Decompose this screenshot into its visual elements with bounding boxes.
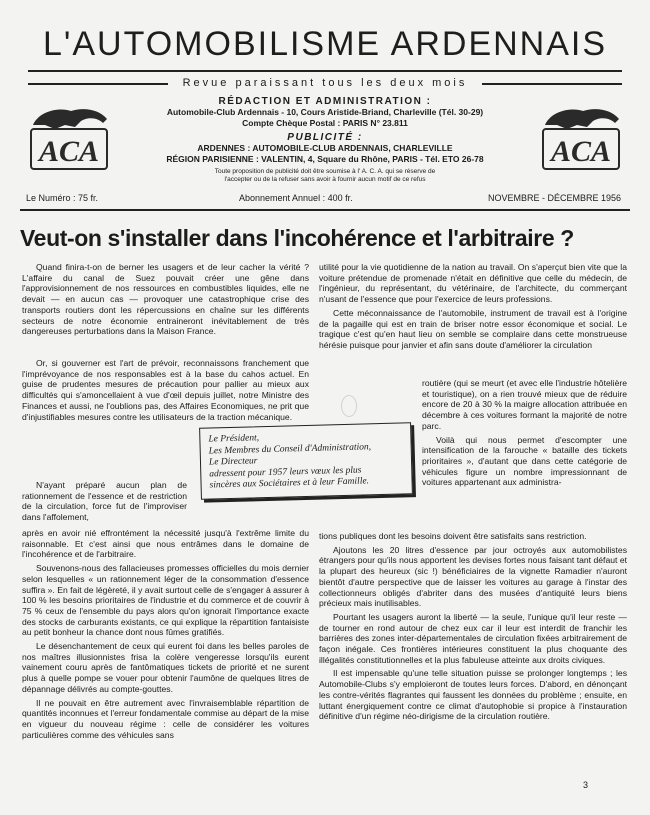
paragraph: utilité pour la vie quotidienne de la nation au travail. On s'aperçut bien vite que la voiture prétendue de promenade n'était en définitive que celle du médecin, de l'ingénieur, du représentant, du vétérinaire, de l'architecte, du commerçant n'usant de l'essence que pour l'exercice de leurs professions.: [319, 262, 627, 305]
paragraph: après en avoir nié effrontément la nécessité jusqu'à l'extrême limite du raisonnable. Et c'est ainsi que nous entrâmes dans le domaine de l'incohérence et de l'arbitraire.: [22, 528, 309, 560]
paragraph: Quand finira-t-on de berner les usagers et de leur cacher la vérité ? L'affaire du canal de Suez pouvait créer une gêne dans l'approvisionnement de nos ressources en combustibles liquides, elle ne devait — en aucun cas — provoquer une catastrophique crise des transports routiers dont les répercussions en chaîne sur les différents secteurs de notre économie entraineront inévitablement de très dangereuses perturbations dans la Maison France.: [22, 262, 309, 337]
paragraph: tions publiques dont les besoins doivent être satisfaits sans restriction.: [319, 531, 587, 541]
redaction-block: [130, 96, 520, 184]
publicite-heading: PUBLICITÉ :: [287, 132, 363, 143]
greeting-line: sincères aux Sociétaires et à leur Famille.: [209, 476, 370, 491]
subtitle-rule-left: [28, 83, 168, 85]
redaction-heading: RÉDACTION ET ADMINISTRATION :: [218, 96, 432, 107]
greeting-line: Le Président,: [208, 433, 260, 445]
masthead-rule: [28, 70, 622, 72]
paper-mark: [341, 395, 357, 417]
issue-price: Le Numéro : 75 fr.: [26, 193, 99, 203]
header-bottom-rule: [20, 209, 630, 211]
aca-logo-text: ACA: [550, 135, 612, 168]
paragraph: Il ne pouvait en être autrement avec l'invraisemblable répartition de quantités inconnues et l'erreur fondamentale commise au départ de la mise en vigueur du nouveau régime : celle de considérer les voitures particulières comme des véhicules sans: [22, 697, 309, 740]
paragraph: Il est impensable qu'une telle situation puisse se prolonger longtemps ; les Automobile-Clubs s'y emploieront de toutes leurs forces. D'abord, en dénonçant les contre-vérités flagrantes qui faussent les données du problème ; ensuite, en luttant énergiquement contre ce climat d'autophobie si propice à l'instauration définitive d'un régime néo-dirigisme de la circulation routière.: [319, 668, 627, 722]
paragraph: Ajoutons les 20 litres d'essence par jour octroyés aux automobilistes étrangers pour qu'ils nous apportent les devises fortes nous faisant tant défaut et la plupart des heureux (sic !) bénéficiaires de la vignette Ramadier n'auront bientôt d'autre perspective que de laisser les voitures au garage à l'instar des collectionneurs obligés d'abriter dans des musées d'antiquité leurs biens précieux mais inutilisables.: [319, 544, 627, 609]
paragraph: Or, si gouverner est l'art de prévoir, reconnaissons franchement que l'imprévoyance de nos responsables est à la base du cahos actuel. En guise de prudentes mesures de précaution pour pallier au mieux aux difficultés qui s'amoncellaient à vue d'œil depuis juillet, notre Ministre des Finances et aussi, ne l'oublions pas, des Affaires Economiques, ne prit que d'injustifiables mesures contre les utilisateurs de la traction mécanique.: [22, 358, 309, 422]
right-column-top: [319, 262, 627, 354]
paragraph: Souvenons-nous des fallacieuses promesses officielles du mois dernier selon lesquelles « un rationnement léger de la consommation d'essence suffira ». En fait de légèreté, il y avait surtout celle de s'engager à assurer à 100 % les besoins prioritaires de l'industrie et du commerce et de couvrir à 75 % ceux de l'ensemble du pays alors qu'on ignorait l'importance exacte des stocks de carburants existants, ce qui explique la répartition fantaisiste au petit bonheur la chance dont nous fûmes gratifiés.: [22, 563, 309, 638]
greeting-line: adressent pour 1957 leurs vœux les plus: [209, 465, 362, 480]
masthead-subtitle: Revue paraissant tous les deux mois: [182, 77, 468, 89]
left-column-lower: [22, 528, 309, 743]
right-column-lower: [319, 531, 627, 725]
redaction-cheque: Compte Chèque Postal : PARIS N° 23.811: [242, 118, 408, 128]
greeting-box: [199, 422, 413, 500]
redaction-address: Automobile-Club Ardennais - 10, Cours Aristide-Briand, Charleville (Tél. 30-29): [166, 107, 484, 117]
issue-subscription: Abonnement Annuel : 400 fr.: [239, 193, 353, 203]
paragraph: N'ayant préparé aucun plan de rationnement de l'essence et de restriction de la circulation, force fut de l'improviser dans l'affolement,: [22, 480, 187, 523]
publicite-paris: RÉGION PARISIENNE : VALENTIN, 4, Square du Rhône, PARIS - Tél. ETO 26-78: [166, 154, 484, 164]
greeting-line: Les Membres du Conseil d'Administration,: [208, 441, 372, 457]
page-number: 3: [583, 780, 589, 790]
publicite-ardennes: ARDENNES : AUTOMOBILE-CLUB ARDENNAIS, CHARLEVILLE: [197, 143, 453, 153]
issue-date: NOVEMBRE - DÉCEMBRE 1956: [488, 193, 622, 203]
paragraph: Voilà qui nous permet d'escompter une intensification de la farouche « bataille des tickets prioritaires », d'autant que dans cette catégorie de véhicules figure un nombre impressionnant de voitures appartenant aux administra-: [422, 434, 627, 488]
aca-logo-right: [537, 103, 625, 173]
publicite-note-1: Toute proposition de publicité doit être soumise à l' A. C. A. qui se réserve de: [214, 168, 436, 175]
paragraph: routière (qui se meurt (et avec elle l'industrie hôtelière et touristique), on a rien trouvé mieux que de réduire encore de 20 à 30 % la maigre allocation attribuée en décembre à ces voitures formant la majorité de notre parc.: [422, 378, 627, 431]
article-headline: Veut-on s'installer dans l'incohérence et l'arbitraire ?: [20, 225, 574, 251]
right-column-narrow: [422, 378, 627, 491]
paragraph: Cette méconnaissance de l'automobile, instrument de travail est à l'origine de la pagaille qui est en train de briser notre essor économique et social. Le tragique c'est qu'en haut lieu on semble se complaire dans cette monstrueuse hérésie puisque pour janvier et afin sans doute d'améliorer la circulation: [319, 307, 627, 350]
left-column-narrow: [22, 480, 187, 526]
aca-logo-text: ACA: [38, 135, 100, 168]
publicite-note-2: l'accepter ou de la refuser sans avoir à fournir aucun motif de ce refus: [224, 176, 426, 183]
left-column-top: [22, 262, 309, 340]
masthead-title: L'AUTOMOBILISME ARDENNAIS: [42, 25, 608, 63]
left-column-upper: [22, 358, 309, 425]
aca-logo-left: [25, 103, 113, 173]
greeting-line: Le Directeur: [208, 456, 258, 468]
paragraph: Le désenchantement de ceux qui eurent foi dans les belles paroles de nos maîtres illusionnistes frisa la colère vengeresse lorsqu'ils eurent vainement couru après de fantômatiques tickets de priorité et ne surent plus à quelle pompe se vouer pour obtenir l'aumône de quelques litres de dépannage délivrés au compte-gouttes.: [22, 641, 309, 694]
subtitle-rule-right: [482, 83, 622, 85]
paragraph: Pourtant les usagers auront la liberté — la seule, l'unique qu'il leur reste — de tourner en rond autour de chez eux car il leur est interdit de franchir les barrières des zones inter-départementales de circulation fixées arbitrairement de façon inégale. Ces frontières intérieures constituent la plus choquante des illégalités constitutionnelles et la plus fabuleuse atteinte aux droits civiques.: [319, 611, 627, 665]
